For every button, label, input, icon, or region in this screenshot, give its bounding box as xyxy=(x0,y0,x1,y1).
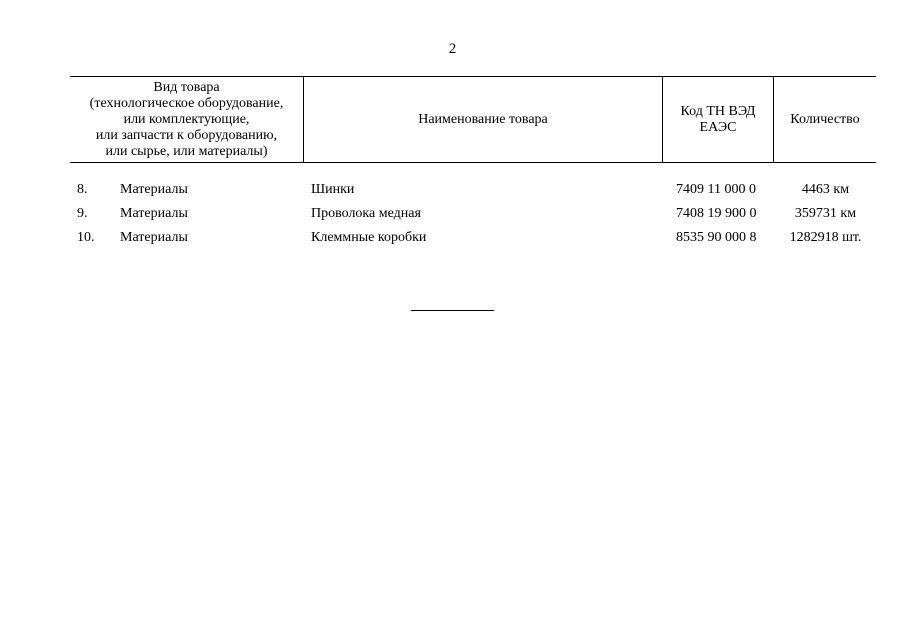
header-kind-line: или комплектующие, xyxy=(123,111,250,127)
row-code: 8535 90 000 8 xyxy=(676,230,757,245)
row-number: 9. xyxy=(77,206,88,221)
table-header xyxy=(70,76,876,163)
end-of-document-rule xyxy=(411,310,494,311)
header-kind-line: или запчасти к оборудованию, xyxy=(95,127,278,143)
table-row xyxy=(0,205,905,229)
row-code: 7408 19 900 0 xyxy=(676,206,757,221)
header-kind-line: или сырье, или материалы) xyxy=(105,143,268,159)
table-body xyxy=(0,181,905,253)
page-number: 2 xyxy=(448,41,457,57)
header-kind-line: Вид товара xyxy=(153,79,220,95)
row-name: Шинки xyxy=(311,182,355,197)
header-code-line: ЕАЭС xyxy=(699,119,737,135)
header-kind xyxy=(70,77,304,162)
row-kind: Материалы xyxy=(120,230,188,245)
row-name: Клеммные коробки xyxy=(311,230,427,245)
header-code xyxy=(663,77,774,162)
table-row xyxy=(0,229,905,253)
row-code: 7409 11 000 0 xyxy=(676,182,756,197)
row-number: 10. xyxy=(77,230,95,245)
header-quantity: Количество xyxy=(790,111,860,127)
header-kind-line: (технологическое оборудование, xyxy=(89,95,284,111)
header-name: Наименование товара xyxy=(304,77,663,162)
table-row xyxy=(0,181,905,205)
row-kind: Материалы xyxy=(120,206,188,221)
row-quantity: 359731 км xyxy=(794,206,857,221)
row-number: 8. xyxy=(77,182,88,197)
row-quantity: 1282918 шт. xyxy=(789,230,862,245)
row-quantity: 4463 км xyxy=(801,182,850,197)
header-code-line: Код ТН ВЭД xyxy=(680,103,756,119)
row-kind: Материалы xyxy=(120,182,188,197)
row-name: Проволока медная xyxy=(311,206,421,221)
